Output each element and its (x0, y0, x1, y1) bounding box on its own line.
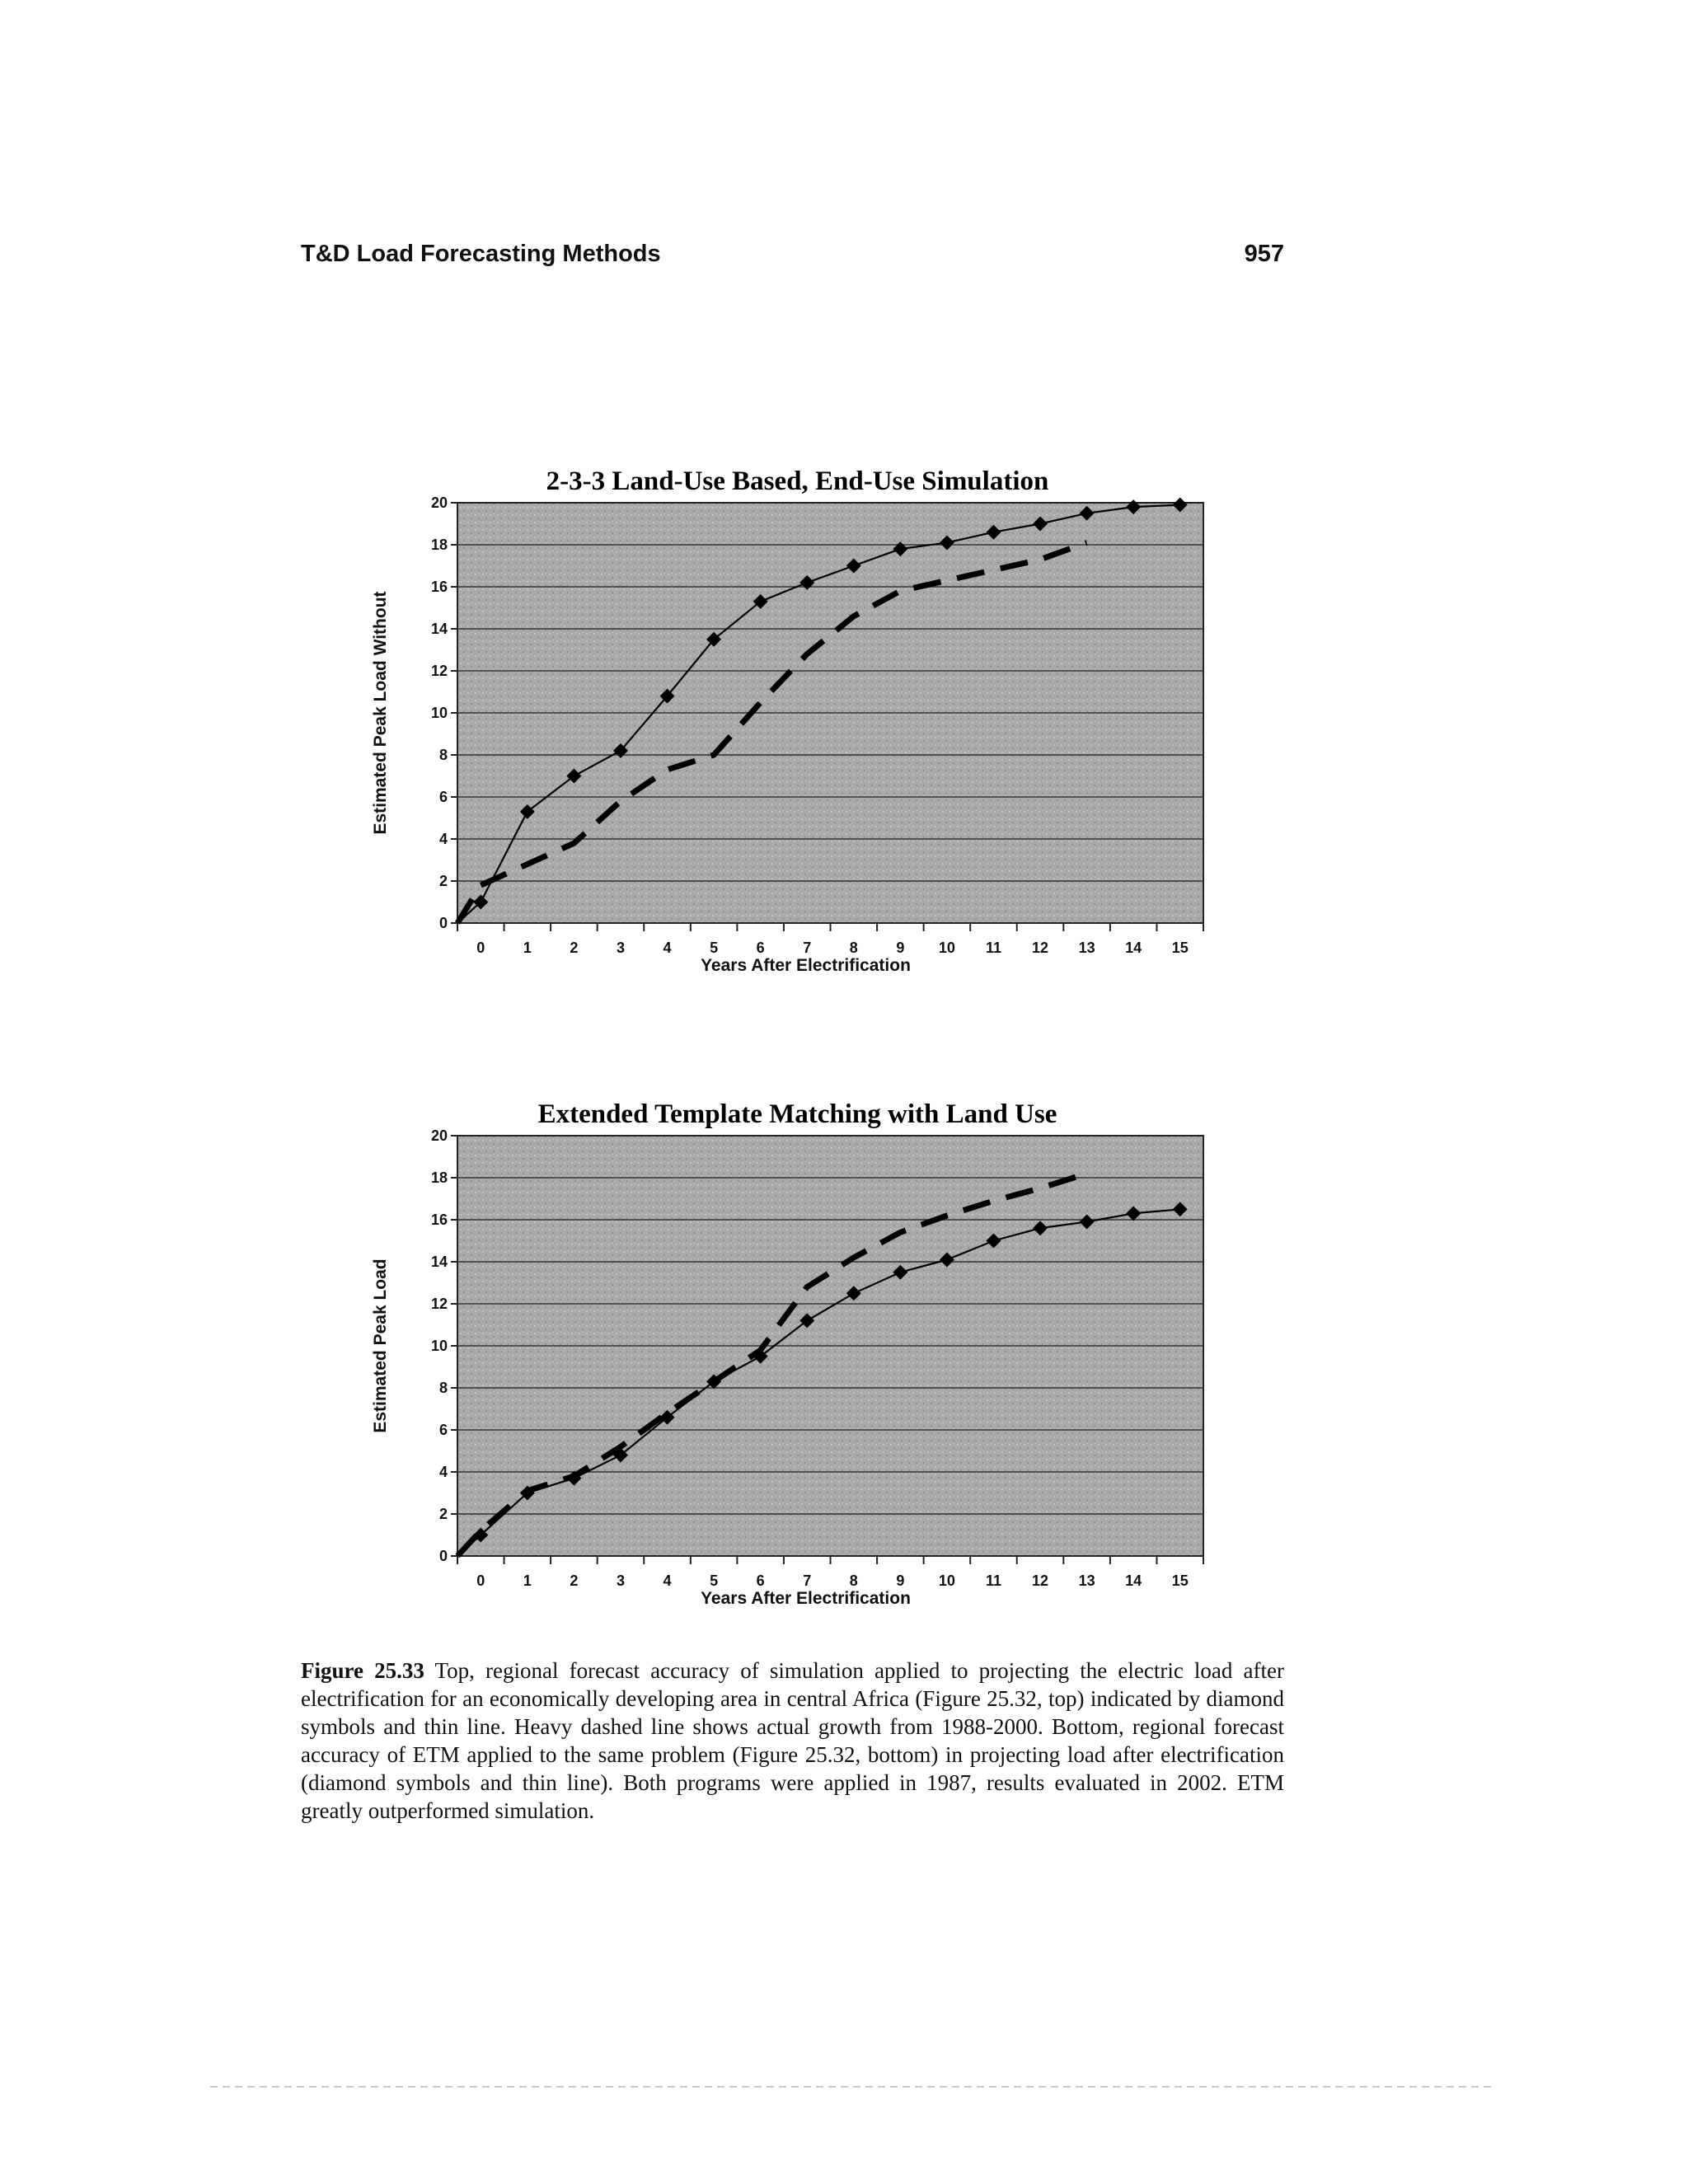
x-axis-label: Years After Electrification (701, 1589, 911, 1608)
y-tick-label: 6 (438, 789, 448, 805)
x-tick-label: 4 (663, 940, 672, 956)
x-tick-label: 9 (896, 1572, 905, 1589)
y-tick-label: 8 (438, 747, 448, 763)
x-tick-label: 3 (616, 940, 625, 956)
x-tick-label: 8 (849, 940, 858, 956)
x-tick-label: 12 (1032, 940, 1049, 956)
y-tick-label: 16 (430, 579, 448, 595)
y-tick-label: 12 (430, 1296, 448, 1312)
y-tick-label: 4 (438, 831, 448, 847)
y-tick-label: 10 (430, 1338, 448, 1354)
y-tick-label: 20 (430, 494, 448, 511)
x-axis-label: Years After Electrification (701, 956, 911, 975)
x-tick-label: 6 (756, 1572, 765, 1589)
y-tick-label: 16 (430, 1212, 448, 1228)
y-tick-label: 12 (430, 663, 448, 679)
chart-title: Extended Template Matching with Land Use (537, 1099, 1057, 1129)
y-tick-label: 18 (430, 537, 448, 553)
caption-text: Top, regional forecast accuracy of simulation applied to projecting the electric load after electrification for an economically developing area in central Africa (Figure 25.32, top) indicated by diamond symbols and thin line. Heavy dashed line shows actual growth from 1988-2000. Bottom, regional forecast accuracy of ETM applied to the same problem (Figure 25.32, bottom) in projecting load after electrification (diamond symbols and thin line). Both programs were applied in 1987, results evaluated in 2002. ETM greatly outperformed simulation. (301, 1658, 1284, 1823)
y-tick-label: 10 (430, 705, 448, 721)
running-head-title: T&D Load Forecasting Methods (301, 241, 661, 267)
x-tick-label: 7 (803, 1572, 812, 1589)
y-tick-label: 18 (430, 1169, 448, 1186)
page-number: 957 (1244, 241, 1284, 267)
x-tick-label: 10 (938, 1572, 955, 1589)
y-tick-label: 2 (438, 1506, 448, 1522)
x-tick-label: 11 (985, 940, 1001, 956)
x-tick-label: 2 (570, 1572, 579, 1589)
x-tick-label: 8 (849, 1572, 858, 1589)
y-tick-label: 14 (430, 1254, 448, 1270)
x-tick-label: 4 (663, 1572, 672, 1589)
chart-svg-bottom (363, 1086, 1253, 1647)
y-axis-label: Estimated Peak Load Without (371, 591, 390, 835)
y-tick-label: 8 (438, 1380, 448, 1396)
y-tick-label: 4 (438, 1464, 448, 1480)
x-tick-label: 12 (1032, 1572, 1049, 1589)
figure-top-chart (363, 453, 1253, 1014)
figure-bottom-chart (363, 1086, 1253, 1647)
y-tick-label: 2 (438, 873, 448, 889)
y-axis-label: Estimated Peak Load (371, 1258, 390, 1433)
x-tick-label: 3 (616, 1572, 625, 1589)
x-tick-label: 6 (756, 940, 765, 956)
running-head (301, 241, 1284, 274)
y-tick-label: 0 (438, 915, 448, 931)
x-tick-label: 14 (1125, 1572, 1142, 1589)
chart-svg-top (363, 453, 1253, 1014)
x-tick-label: 13 (1078, 1572, 1095, 1589)
x-tick-label: 7 (803, 940, 812, 956)
x-tick-label: 1 (523, 940, 532, 956)
y-tick-label: 20 (430, 1127, 448, 1144)
x-tick-label: 11 (985, 1572, 1001, 1589)
chart-title: 2-3-3 Land-Use Based, End-Use Simulation (546, 466, 1049, 496)
x-tick-label: 0 (476, 1572, 485, 1589)
x-tick-label: 2 (570, 940, 579, 956)
x-tick-label: 14 (1125, 940, 1142, 956)
y-tick-label: 14 (430, 621, 448, 637)
x-tick-label: 13 (1078, 940, 1095, 956)
x-tick-label: 5 (710, 1572, 719, 1589)
x-tick-label: 15 (1171, 1572, 1189, 1589)
y-tick-label: 6 (438, 1422, 448, 1438)
x-tick-label: 1 (523, 1572, 532, 1589)
figure-caption (301, 1657, 1284, 1825)
scan-artifact-line (210, 2086, 1496, 2088)
x-tick-label: 9 (896, 940, 905, 956)
caption-label: Figure 25.33 (301, 1658, 424, 1683)
x-tick-label: 5 (710, 940, 719, 956)
x-tick-label: 15 (1171, 940, 1189, 956)
y-tick-label: 0 (438, 1548, 448, 1564)
x-tick-label: 10 (938, 940, 955, 956)
x-tick-label: 0 (476, 940, 485, 956)
